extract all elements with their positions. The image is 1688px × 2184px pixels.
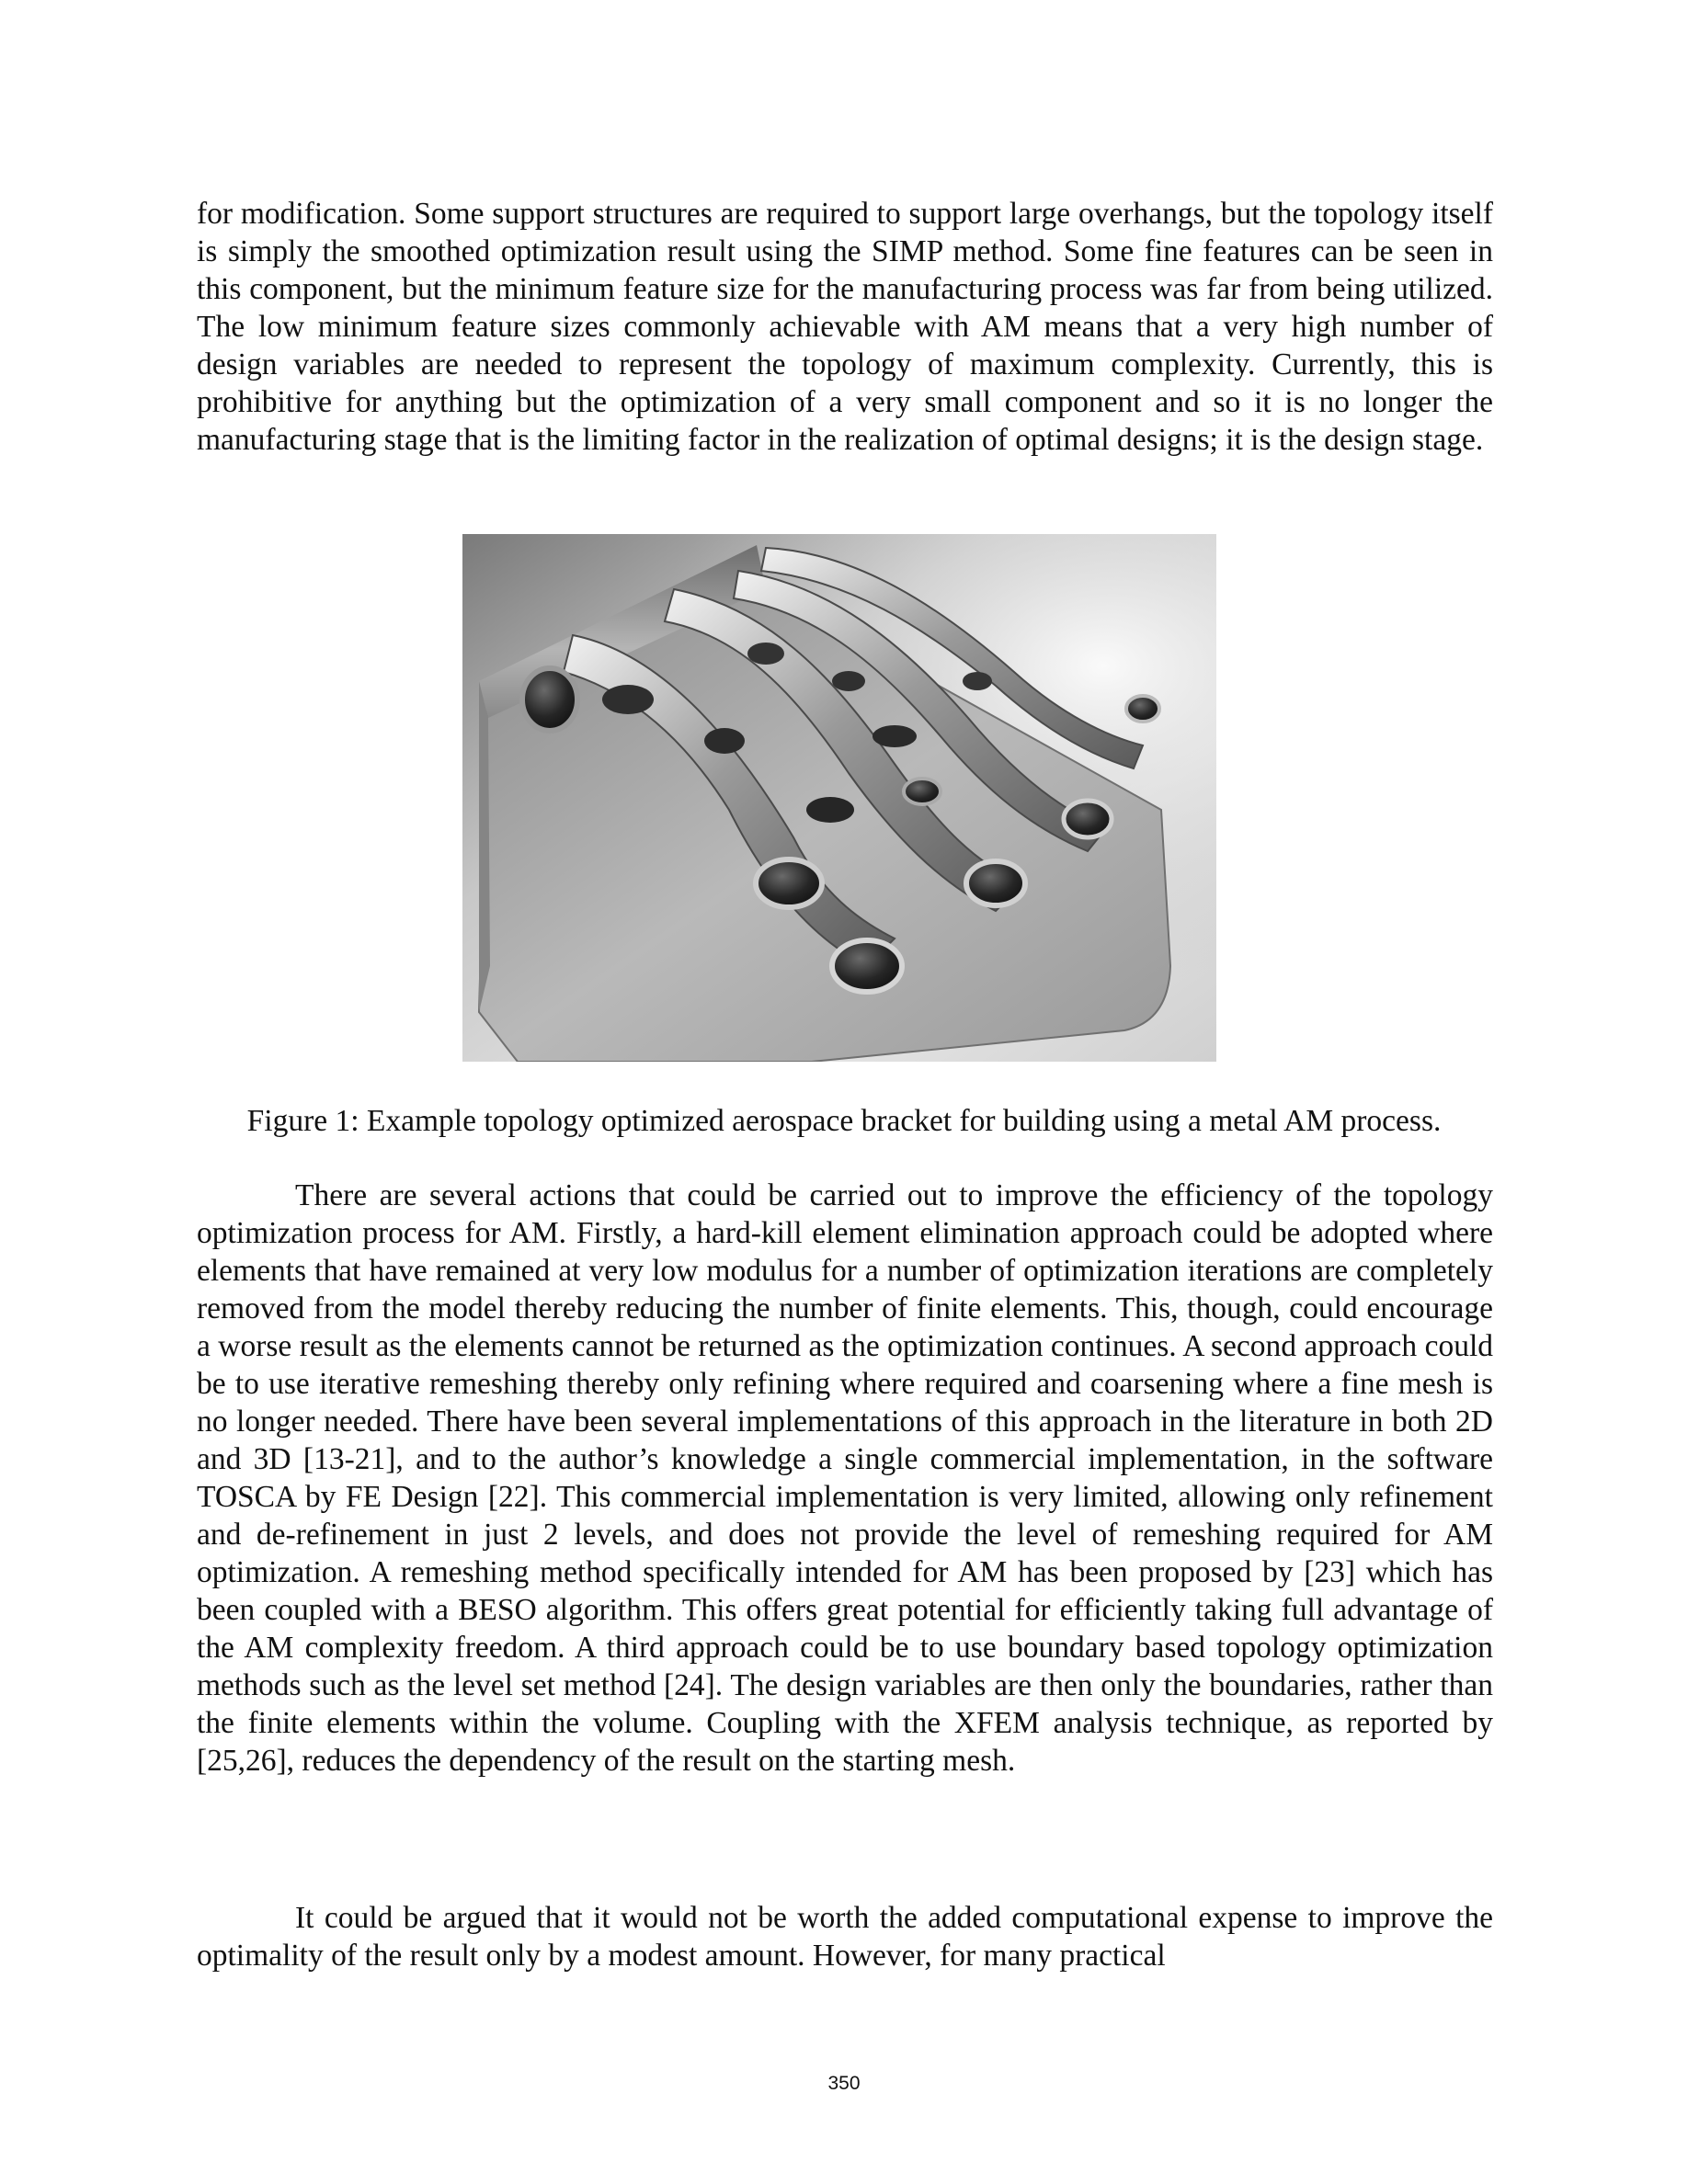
body-paragraph-1: for modification. Some support structures are required to support large overhangs, but the topology itself is simply the smoothed optimization result using the SIMP method. Some fine features can be seen in this component, but the minimum feature size for the manufacturing process was far from being utilized. The low minimum feature sizes commonly achievable with AM means that a very high number of design variables are needed to represent the topology of maximum complexity. Currently, this is prohibitive for anything but the optimization of a very small component and so it is no longer the manufacturing stage that is the limiting factor in the realization of optimal designs; it is the design stage. — [197, 197, 1493, 457]
figure-caption: Figure 1: Example topology optimized aerospace bracket for building using a metal AM process. — [246, 1104, 1442, 1138]
topology-bracket-render — [462, 534, 1216, 1062]
figure-1-image — [462, 534, 1216, 1062]
body-paragraph-2: There are several actions that could be carried out to improve the efficiency of the topology optimization process for AM. Firstly, a hard-kill element elimination approach could be adopted where elements that have remained at very low modulus for a number of optimization iterations are completely removed from the model thereby reducing the number of finite elements. This, though, could encourage a worse result as the elements cannot be returned as the optimization continues. A second approach could be to use iterative remeshing thereby only refining where required and coarsening where a fine mesh is no longer needed. There have been several implementations of this approach in the literature in both 2D and 3D [13-21], and to the author’s knowledge a single commercial implementation, in the software TOSCA by FE Design [22]. This commercial implementation is very limited, allowing only refinement and de-refinement in just 2 levels, and does not provide the level of remeshing required for AM optimization. A remeshing method specifically intended for AM has been proposed by [23] which has been coupled with a BESO algorithm. This offers great potential for efficiently taking full advantage of the AM complexity freedom. A third approach could be to use boundary based topology optimization methods such as the level set method [24]. The design variables are then only the boundaries, rather than the finite elements within the volume. Coupling with the XFEM analysis technique, as reported by [25,26], reduces the dependency of the result on the starting mesh. — [197, 1178, 1493, 1778]
body-paragraph-3: It could be argued that it would not be worth the added computational expense to improve the optimality of the result only by a modest amount. However, for many practical — [197, 1901, 1493, 1973]
paragraph-computational-expense — [197, 1899, 1493, 1974]
paragraph-continued — [197, 195, 1493, 459]
page-number: 350 — [827, 2073, 861, 2094]
paragraph-efficiency — [197, 1177, 1493, 1780]
